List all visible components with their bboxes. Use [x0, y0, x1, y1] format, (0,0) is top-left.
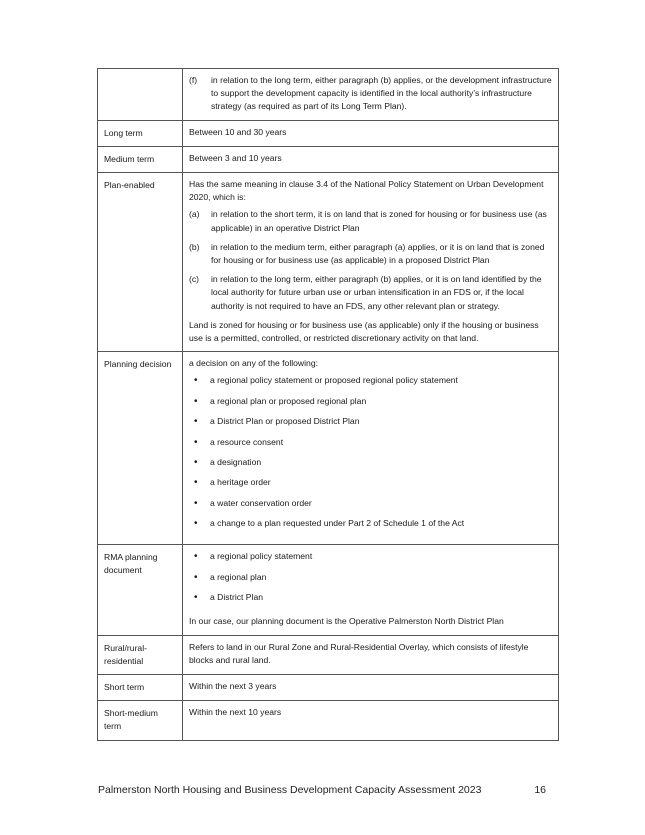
definition-cell: Between 3 and 10 years	[183, 146, 559, 172]
bullet-icon: •	[194, 518, 198, 530]
definitions-table	[97, 68, 559, 741]
item-label: (a)	[189, 209, 200, 220]
list-item	[189, 517, 552, 534]
bullet-icon: •	[194, 551, 198, 563]
definition-outro: In our case, our planning document is the Operative Palmerston North District Plan	[189, 616, 504, 627]
definition-cell	[183, 545, 559, 635]
definition-cell: Within the next 10 years	[183, 701, 559, 740]
page-number: 16	[534, 784, 546, 796]
list-item-text: a regional plan	[210, 571, 267, 582]
list-item-text: a designation	[210, 457, 262, 468]
list-item	[189, 591, 552, 611]
bullet-icon: •	[194, 497, 198, 509]
list-item-text: a heritage order	[210, 477, 271, 488]
bullet-icon: •	[194, 457, 198, 469]
term-cell: Rural/rural-residential	[98, 635, 183, 674]
table-row	[98, 173, 559, 352]
bullet-list	[189, 550, 552, 611]
bullet-icon: •	[194, 436, 198, 448]
lettered-item	[189, 273, 552, 313]
table-row	[98, 352, 559, 545]
list-item	[189, 476, 552, 496]
bullet-icon: •	[194, 591, 198, 603]
item-label: (f)	[189, 75, 198, 85]
definition-cell	[183, 69, 559, 121]
list-item	[189, 497, 552, 517]
definition-cell: Refers to land in our Rural Zone and Rural-Residential Overlay, which consists of lifestyle blocks and rural land.	[183, 635, 559, 674]
item-label: (b)	[189, 241, 200, 252]
table-row	[98, 701, 559, 740]
list-item	[189, 395, 552, 415]
list-item	[189, 415, 552, 435]
table-row	[98, 120, 559, 146]
table-row	[98, 69, 559, 121]
table-row	[98, 146, 559, 172]
bullet-icon: •	[194, 477, 198, 489]
item-text: in relation to the long term, either paragraph (b) applies, or it is on land identified by the local authority for future urban use or urban intensification in an FDS or, if the local authority is not required to have an FDS, any other relevant plan or strategy.	[211, 274, 542, 311]
lettered-item	[189, 208, 552, 234]
bullet-list	[189, 374, 552, 534]
list-item-text: a change to a plan requested under Part 2 of Schedule 1 of the Act	[210, 518, 465, 529]
table-row	[98, 545, 559, 635]
list-item-text: a District Plan or proposed District Plan	[210, 416, 360, 427]
definition-cell: Within the next 3 years	[183, 674, 559, 700]
list-item	[189, 456, 552, 476]
definition-intro: a decision on any of the following:	[189, 358, 318, 369]
list-item-text: a regional policy statement	[210, 551, 313, 562]
list-item	[189, 436, 552, 456]
item-text: in relation to the short term, it is on land that is zoned for housing or for business use (as applicable) in an operative District Plan	[211, 209, 547, 233]
list-item-text: a District Plan	[210, 591, 264, 602]
term-cell: Plan-enabled	[98, 173, 183, 352]
lettered-item	[189, 74, 552, 114]
term-cell	[98, 69, 183, 121]
list-item	[189, 374, 552, 394]
item-text: in relation to the medium term, either paragraph (a) applies, or it is on land that is zoned for housing or for business use (as applicable) in a proposed District Plan	[211, 241, 545, 266]
term-cell: RMA planning document	[98, 545, 183, 635]
lettered-item	[189, 241, 552, 267]
list-item	[189, 571, 552, 591]
footer-title: Palmerston North Housing and Business Development Capacity Assessment 2023	[98, 784, 482, 796]
definition-cell	[183, 173, 559, 352]
list-item-text: a regional plan or proposed regional plan	[210, 395, 367, 406]
list-item	[189, 550, 552, 570]
table-row	[98, 674, 559, 700]
definition-outro: Land is zoned for housing or for business use (as applicable) only if the housing or business use is a permitted, controlled, or restricted discretionary activity on that land.	[189, 319, 539, 344]
list-item-text: a resource consent	[210, 436, 284, 447]
term-cell: Short-medium term	[98, 701, 183, 740]
definition-intro: Has the same meaning in clause 3.4 of the National Policy Statement on Urban Development 2020, which is:	[189, 179, 544, 203]
page-footer	[98, 784, 546, 796]
term-cell: Planning decision	[98, 352, 183, 545]
bullet-icon: •	[194, 571, 198, 583]
term-cell: Long term	[98, 120, 183, 146]
item-label: (c)	[189, 274, 200, 285]
term-cell: Medium term	[98, 146, 183, 172]
bullet-icon: •	[194, 416, 198, 428]
item-text: in relation to the long term, either paragraph (b) applies, or the development infrastructure to support the development capacity is identified in the local authority’s infrastructure strategy (as required as part of its Long Term Plan).	[211, 75, 552, 112]
term-cell: Short term	[98, 674, 183, 700]
definition-cell	[183, 352, 559, 545]
table-row	[98, 635, 559, 674]
bullet-icon: •	[194, 375, 198, 387]
bullet-icon: •	[194, 395, 198, 407]
list-item-text: a water conservation order	[210, 497, 312, 508]
list-item-text: a regional policy statement or proposed regional policy statement	[210, 375, 458, 386]
definition-cell: Between 10 and 30 years	[183, 120, 559, 146]
